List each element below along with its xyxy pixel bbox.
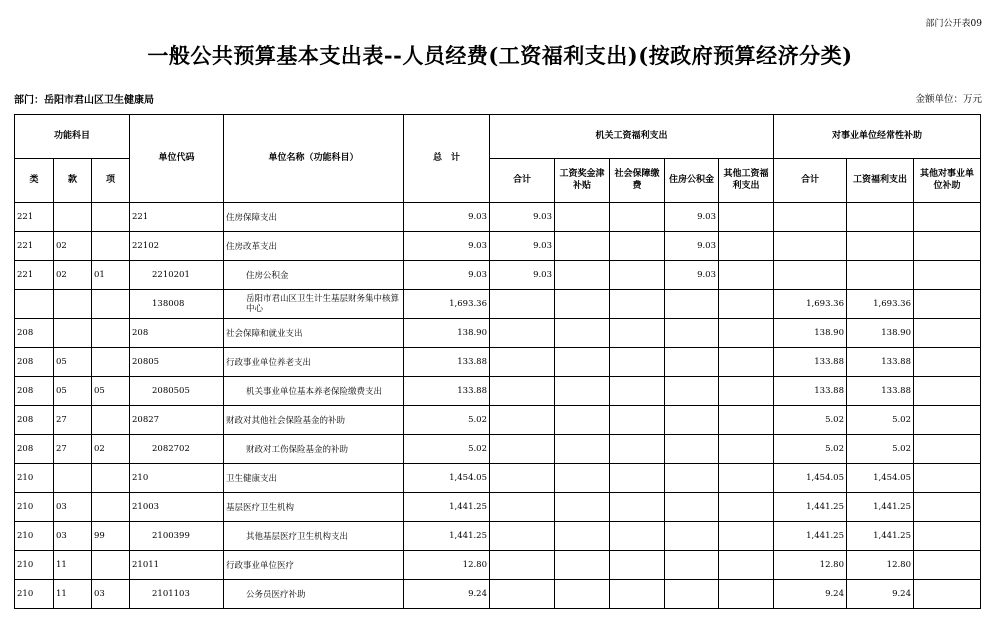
cell-inst-welfare bbox=[847, 203, 914, 232]
cell-org-social bbox=[610, 290, 665, 319]
cell-inst-other bbox=[914, 406, 981, 435]
cell-unit-code: 208 bbox=[130, 319, 224, 348]
cell-org-other bbox=[719, 493, 774, 522]
cell-org-social bbox=[610, 522, 665, 551]
cell-org-housing bbox=[665, 522, 719, 551]
cell-unit-name: 行政事业单位养老支出 bbox=[224, 348, 404, 377]
cell-org-subtotal bbox=[490, 406, 555, 435]
cell-inst-other bbox=[914, 261, 981, 290]
cell-kuan: 02 bbox=[54, 261, 92, 290]
form-number: 部门公开表09 bbox=[925, 19, 982, 29]
cell-lei: 221 bbox=[15, 261, 54, 290]
cell-org-subtotal bbox=[490, 464, 555, 493]
cell-org-social bbox=[610, 232, 665, 261]
cell-xiang: 02 bbox=[92, 435, 130, 464]
cell-xiang: 05 bbox=[92, 377, 130, 406]
cell-org-other bbox=[719, 406, 774, 435]
cell-xiang: 03 bbox=[92, 580, 130, 609]
cell-inst-subtotal: 12.80 bbox=[774, 551, 847, 580]
cell-unit-code: 2210201 bbox=[130, 261, 224, 290]
cell-total: 9.24 bbox=[404, 580, 490, 609]
header-kuan: 款 bbox=[54, 159, 92, 203]
header-lei: 类 bbox=[15, 159, 54, 203]
cell-unit-code: 20805 bbox=[130, 348, 224, 377]
cell-xiang bbox=[92, 551, 130, 580]
header-inst-other: 其他对事业单位补助 bbox=[914, 159, 981, 203]
cell-total: 9.03 bbox=[404, 232, 490, 261]
table-row bbox=[15, 406, 981, 435]
cell-inst-subtotal: 1,454.05 bbox=[774, 464, 847, 493]
cell-org-bonus bbox=[555, 551, 610, 580]
cell-inst-other bbox=[914, 319, 981, 348]
cell-org-other bbox=[719, 551, 774, 580]
cell-org-social bbox=[610, 377, 665, 406]
cell-org-social bbox=[610, 551, 665, 580]
cell-org-bonus bbox=[555, 522, 610, 551]
cell-unit-code: 22102 bbox=[130, 232, 224, 261]
cell-inst-welfare: 1,441.25 bbox=[847, 493, 914, 522]
header-total: 总 计 bbox=[404, 115, 490, 203]
table-row bbox=[15, 377, 981, 406]
cell-xiang bbox=[92, 290, 130, 319]
cell-inst-welfare: 1,441.25 bbox=[847, 522, 914, 551]
cell-kuan: 03 bbox=[54, 522, 92, 551]
cell-unit-name: 基层医疗卫生机构 bbox=[224, 493, 404, 522]
cell-inst-welfare bbox=[847, 261, 914, 290]
cell-inst-subtotal: 1,441.25 bbox=[774, 493, 847, 522]
department-label: 部门：岳阳市君山区卫生健康局 bbox=[14, 95, 154, 106]
header-org-subtotal: 合计 bbox=[490, 159, 555, 203]
table-row bbox=[15, 464, 981, 493]
cell-unit-name: 社会保障和就业支出 bbox=[224, 319, 404, 348]
cell-kuan bbox=[54, 319, 92, 348]
cell-org-housing bbox=[665, 551, 719, 580]
cell-xiang bbox=[92, 406, 130, 435]
cell-lei bbox=[15, 290, 54, 319]
cell-org-other bbox=[719, 261, 774, 290]
table-row bbox=[15, 522, 981, 551]
cell-org-bonus bbox=[555, 377, 610, 406]
cell-kuan bbox=[54, 464, 92, 493]
cell-unit-code: 2101103 bbox=[130, 580, 224, 609]
cell-kuan: 03 bbox=[54, 493, 92, 522]
cell-total: 12.80 bbox=[404, 551, 490, 580]
cell-org-other bbox=[719, 464, 774, 493]
cell-org-subtotal: 9.03 bbox=[490, 232, 555, 261]
cell-kuan: 27 bbox=[54, 406, 92, 435]
cell-org-bonus bbox=[555, 232, 610, 261]
cell-org-subtotal bbox=[490, 290, 555, 319]
cell-lei: 210 bbox=[15, 522, 54, 551]
cell-kuan: 05 bbox=[54, 348, 92, 377]
cell-org-other bbox=[719, 580, 774, 609]
cell-org-housing bbox=[665, 580, 719, 609]
table-row bbox=[15, 493, 981, 522]
budget-table bbox=[14, 114, 981, 609]
cell-lei: 210 bbox=[15, 580, 54, 609]
table-row bbox=[15, 348, 981, 377]
cell-org-housing: 9.03 bbox=[665, 261, 719, 290]
cell-org-other bbox=[719, 377, 774, 406]
table-row bbox=[15, 319, 981, 348]
cell-total: 1,693.36 bbox=[404, 290, 490, 319]
cell-total: 5.02 bbox=[404, 406, 490, 435]
cell-org-other bbox=[719, 203, 774, 232]
table-row bbox=[15, 261, 981, 290]
cell-inst-subtotal bbox=[774, 261, 847, 290]
cell-xiang: 01 bbox=[92, 261, 130, 290]
cell-org-subtotal bbox=[490, 319, 555, 348]
header-func-subject: 功能科目 bbox=[15, 115, 130, 159]
cell-lei: 210 bbox=[15, 464, 54, 493]
cell-total: 133.88 bbox=[404, 377, 490, 406]
cell-org-social bbox=[610, 261, 665, 290]
cell-org-bonus bbox=[555, 580, 610, 609]
cell-total: 1,441.25 bbox=[404, 522, 490, 551]
cell-org-bonus bbox=[555, 290, 610, 319]
cell-unit-name: 公务员医疗补助 bbox=[224, 580, 404, 609]
table-row bbox=[15, 232, 981, 261]
page-title: 一般公共预算基本支出表--人员经费(工资福利支出)(按政府预算经济分类) bbox=[147, 43, 853, 68]
header-unit-name: 单位名称（功能科目） bbox=[224, 115, 404, 203]
cell-unit-name: 其他基层医疗卫生机构支出 bbox=[224, 522, 404, 551]
cell-xiang bbox=[92, 203, 130, 232]
cell-org-other bbox=[719, 232, 774, 261]
cell-org-subtotal bbox=[490, 580, 555, 609]
cell-unit-name: 卫生健康支出 bbox=[224, 464, 404, 493]
cell-xiang bbox=[92, 493, 130, 522]
amount-unit-label: 金额单位：万元 bbox=[915, 94, 982, 105]
cell-total: 1,454.05 bbox=[404, 464, 490, 493]
cell-unit-code: 21003 bbox=[130, 493, 224, 522]
cell-org-housing bbox=[665, 464, 719, 493]
cell-lei: 221 bbox=[15, 203, 54, 232]
header-org-group: 机关工资福利支出 bbox=[490, 115, 774, 159]
header-inst-group: 对事业单位经常性补助 bbox=[774, 115, 981, 159]
cell-unit-name: 住房改革支出 bbox=[224, 232, 404, 261]
cell-inst-subtotal: 133.88 bbox=[774, 348, 847, 377]
cell-inst-welfare: 1,454.05 bbox=[847, 464, 914, 493]
cell-total: 9.03 bbox=[404, 261, 490, 290]
cell-kuan: 11 bbox=[54, 551, 92, 580]
cell-xiang: 99 bbox=[92, 522, 130, 551]
cell-org-bonus bbox=[555, 348, 610, 377]
cell-inst-other bbox=[914, 493, 981, 522]
cell-unit-name: 住房保障支出 bbox=[224, 203, 404, 232]
cell-org-housing bbox=[665, 493, 719, 522]
cell-lei: 210 bbox=[15, 551, 54, 580]
cell-unit-name: 财政对其他社会保险基金的补助 bbox=[224, 406, 404, 435]
cell-org-other bbox=[719, 319, 774, 348]
cell-org-other bbox=[719, 290, 774, 319]
cell-inst-other bbox=[914, 290, 981, 319]
cell-lei: 208 bbox=[15, 406, 54, 435]
cell-org-bonus bbox=[555, 406, 610, 435]
cell-unit-code: 2100399 bbox=[130, 522, 224, 551]
cell-org-subtotal bbox=[490, 522, 555, 551]
cell-inst-other bbox=[914, 377, 981, 406]
cell-unit-name: 岳阳市君山区卫生计生基层财务集中核算中心 bbox=[224, 290, 404, 319]
cell-total: 138.90 bbox=[404, 319, 490, 348]
cell-unit-name: 机关事业单位基本养老保险缴费支出 bbox=[224, 377, 404, 406]
cell-org-social bbox=[610, 464, 665, 493]
cell-lei: 208 bbox=[15, 319, 54, 348]
cell-org-subtotal bbox=[490, 377, 555, 406]
cell-inst-subtotal bbox=[774, 203, 847, 232]
cell-xiang bbox=[92, 464, 130, 493]
cell-lei: 221 bbox=[15, 232, 54, 261]
cell-unit-code: 2080505 bbox=[130, 377, 224, 406]
cell-unit-code: 138008 bbox=[130, 290, 224, 319]
table-row bbox=[15, 580, 981, 609]
cell-org-housing bbox=[665, 319, 719, 348]
cell-unit-code: 20827 bbox=[130, 406, 224, 435]
cell-org-bonus bbox=[555, 435, 610, 464]
header-inst-subtotal: 合计 bbox=[774, 159, 847, 203]
header-inst-welfare: 工资福利支出 bbox=[847, 159, 914, 203]
cell-inst-welfare bbox=[847, 232, 914, 261]
cell-org-bonus bbox=[555, 464, 610, 493]
cell-org-housing bbox=[665, 290, 719, 319]
table-row bbox=[15, 435, 981, 464]
header-org-housing: 住房公积金 bbox=[665, 159, 719, 203]
cell-inst-subtotal: 5.02 bbox=[774, 406, 847, 435]
cell-org-housing bbox=[665, 406, 719, 435]
cell-org-other bbox=[719, 348, 774, 377]
header-org-other: 其他工资福利支出 bbox=[719, 159, 774, 203]
cell-inst-subtotal: 133.88 bbox=[774, 377, 847, 406]
cell-org-social bbox=[610, 493, 665, 522]
cell-total: 5.02 bbox=[404, 435, 490, 464]
cell-inst-other bbox=[914, 435, 981, 464]
cell-org-subtotal bbox=[490, 435, 555, 464]
header-org-bonus: 工资奖金津补贴 bbox=[555, 159, 610, 203]
cell-org-bonus bbox=[555, 203, 610, 232]
cell-inst-welfare: 138.90 bbox=[847, 319, 914, 348]
cell-unit-code: 210 bbox=[130, 464, 224, 493]
cell-org-social bbox=[610, 580, 665, 609]
cell-org-subtotal: 9.03 bbox=[490, 203, 555, 232]
header-xiang: 项 bbox=[92, 159, 130, 203]
cell-inst-welfare: 1,693.36 bbox=[847, 290, 914, 319]
cell-org-housing bbox=[665, 377, 719, 406]
cell-xiang bbox=[92, 232, 130, 261]
cell-inst-welfare: 133.88 bbox=[847, 377, 914, 406]
cell-lei: 208 bbox=[15, 377, 54, 406]
cell-org-subtotal bbox=[490, 493, 555, 522]
cell-inst-other bbox=[914, 348, 981, 377]
cell-org-bonus bbox=[555, 319, 610, 348]
cell-xiang bbox=[92, 319, 130, 348]
cell-org-social bbox=[610, 406, 665, 435]
cell-inst-welfare: 9.24 bbox=[847, 580, 914, 609]
cell-inst-other bbox=[914, 232, 981, 261]
cell-inst-subtotal: 9.24 bbox=[774, 580, 847, 609]
cell-org-subtotal bbox=[490, 551, 555, 580]
cell-org-bonus bbox=[555, 261, 610, 290]
cell-unit-code: 2082702 bbox=[130, 435, 224, 464]
cell-unit-name: 住房公积金 bbox=[224, 261, 404, 290]
cell-inst-subtotal: 1,441.25 bbox=[774, 522, 847, 551]
cell-total: 133.88 bbox=[404, 348, 490, 377]
cell-org-subtotal: 9.03 bbox=[490, 261, 555, 290]
cell-org-subtotal bbox=[490, 348, 555, 377]
table-row bbox=[15, 203, 981, 232]
cell-org-housing: 9.03 bbox=[665, 232, 719, 261]
cell-kuan: 27 bbox=[54, 435, 92, 464]
cell-kuan: 02 bbox=[54, 232, 92, 261]
cell-lei: 208 bbox=[15, 348, 54, 377]
cell-org-other bbox=[719, 435, 774, 464]
cell-lei: 208 bbox=[15, 435, 54, 464]
cell-inst-subtotal: 138.90 bbox=[774, 319, 847, 348]
cell-inst-other bbox=[914, 464, 981, 493]
cell-inst-subtotal: 1,693.36 bbox=[774, 290, 847, 319]
cell-inst-other bbox=[914, 551, 981, 580]
cell-inst-welfare: 5.02 bbox=[847, 435, 914, 464]
table-body bbox=[15, 203, 981, 609]
cell-org-housing: 9.03 bbox=[665, 203, 719, 232]
header-org-social: 社会保障缴费 bbox=[610, 159, 665, 203]
cell-unit-code: 221 bbox=[130, 203, 224, 232]
header-unit-code: 单位代码 bbox=[130, 115, 224, 203]
table-row bbox=[15, 290, 981, 319]
table-header bbox=[15, 115, 981, 203]
cell-inst-subtotal: 5.02 bbox=[774, 435, 847, 464]
cell-inst-welfare: 5.02 bbox=[847, 406, 914, 435]
cell-inst-other bbox=[914, 203, 981, 232]
cell-org-housing bbox=[665, 435, 719, 464]
cell-total: 1,441.25 bbox=[404, 493, 490, 522]
cell-org-social bbox=[610, 348, 665, 377]
cell-unit-name: 财政对工伤保险基金的补助 bbox=[224, 435, 404, 464]
cell-inst-subtotal bbox=[774, 232, 847, 261]
cell-kuan bbox=[54, 203, 92, 232]
cell-org-other bbox=[719, 522, 774, 551]
cell-unit-code: 21011 bbox=[130, 551, 224, 580]
cell-inst-other bbox=[914, 522, 981, 551]
cell-org-bonus bbox=[555, 493, 610, 522]
cell-org-housing bbox=[665, 348, 719, 377]
cell-org-social bbox=[610, 319, 665, 348]
cell-kuan: 11 bbox=[54, 580, 92, 609]
cell-xiang bbox=[92, 348, 130, 377]
cell-org-social bbox=[610, 435, 665, 464]
cell-lei: 210 bbox=[15, 493, 54, 522]
cell-unit-name: 行政事业单位医疗 bbox=[224, 551, 404, 580]
cell-inst-other bbox=[914, 580, 981, 609]
cell-inst-welfare: 12.80 bbox=[847, 551, 914, 580]
cell-inst-welfare: 133.88 bbox=[847, 348, 914, 377]
cell-total: 9.03 bbox=[404, 203, 490, 232]
table-row bbox=[15, 551, 981, 580]
cell-kuan: 05 bbox=[54, 377, 92, 406]
cell-org-social bbox=[610, 203, 665, 232]
cell-kuan bbox=[54, 290, 92, 319]
